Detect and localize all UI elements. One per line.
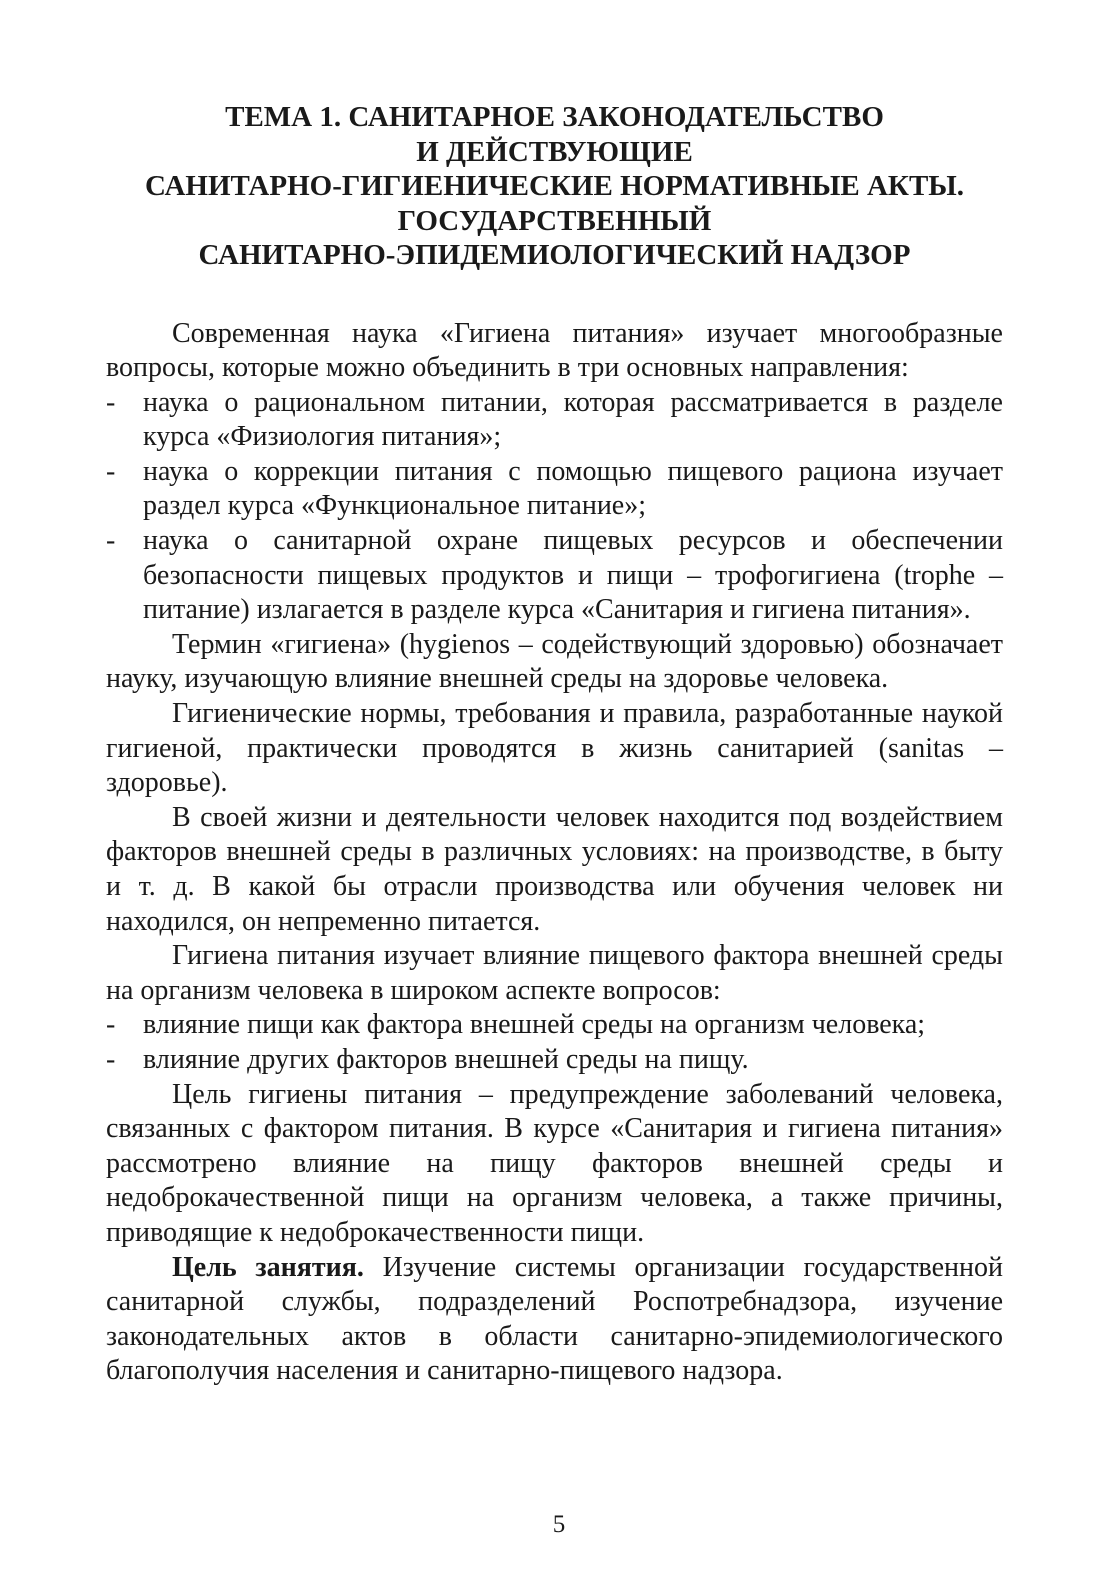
title-line: И ДЕЙСТВУЮЩИЕ: [416, 135, 693, 168]
lesson-goal-paragraph: [106, 1251, 1003, 1389]
page-title: [106, 100, 1003, 273]
lesson-goal-label: Цель занятия.: [172, 1251, 364, 1283]
dash-marker: -: [106, 1009, 116, 1041]
bullet-list: [106, 1008, 1003, 1077]
title-line: САНИТАРНО-ЭПИДЕМИОЛОГИЧЕСКИЙ НАДЗОР: [198, 239, 911, 271]
paragraph: В своей жизни и деятельности человек находится под воздействием факторов внешней среды в различных условиях: на производстве, в быту и т. д. В какой бы отрасли производства или обучения человек ни находился, он непременно питается.: [106, 801, 1003, 937]
body-text: [106, 317, 1003, 1389]
paragraph: Цель гигиены питания – предупреждение заболеваний человека, связанных с фактором питания. В курсе «Санитария и гигиена питания» рассмотрено влияние на пищу факторов внешней среды и недоброкачественной пищи на организм человека, а также причины, приводящие к недоброкачественности пищи.: [106, 1078, 1003, 1248]
title-line: САНИТАРНО-ГИГИЕНИЧЕСКИЕ НОРМАТИВНЫЕ АКТЫ.: [144, 170, 965, 202]
list-item-text: наука о коррекции питания с помощью пищевого рациона изучает раздел курса «Функциональное питание»;: [143, 455, 1003, 522]
list-item: [106, 1008, 1003, 1043]
dash-marker: -: [106, 455, 116, 487]
title-line: ТЕМА 1. САНИТАРНОЕ ЗАКОНОДАТЕЛЬСТВО: [225, 101, 884, 133]
paragraph: Термин «гигиена» (hygienos – содействующий здоровью) обозначает науку, изучающую влияние внешней среды на здоровье человека.: [106, 628, 1003, 695]
list-item-text: наука о рациональном питании, которая рассматривается в разделе курса «Физиология питания»;: [143, 386, 1003, 453]
list-item: [106, 524, 1003, 628]
title-line: ГОСУДАРСТВЕННЫЙ: [397, 204, 712, 237]
list-item: [106, 455, 1003, 524]
list-item-text: влияние других факторов внешней среды на пищу.: [143, 1043, 749, 1075]
page-number: 5: [552, 1511, 566, 1538]
paragraph: Современная наука «Гигиена питания» изучает многообразные вопросы, которые можно объединить в три основных направления:: [106, 317, 1003, 384]
list-item: [106, 386, 1003, 455]
bullet-list: [106, 386, 1003, 628]
list-item-text: наука о санитарной охране пищевых ресурсов и обеспечении безопасности пищевых продуктов и пищи – трофогигиена (trophe – питание) излагается в разделе курса «Санитария и гигиена питания».: [143, 525, 1003, 626]
list-item: [106, 1043, 1003, 1078]
paragraph: Гигиена питания изучает влияние пищевого фактора внешней среды на организм человека в широком аспекте вопросов:: [106, 940, 1003, 1006]
dash-marker: -: [106, 386, 116, 418]
paragraph: Гигиенические нормы, требования и правила, разработанные наукой гигиеной, практически проводятся в жизнь санитарией (sanitas – здоровье).: [106, 698, 1003, 799]
list-item-text: влияние пищи как фактора внешней среды на организм человека;: [143, 1009, 926, 1041]
lesson-goal-text: Изучение системы организации государственной санитарной службы, подразделений Роспотребнадзора, изучение законодательных актов в области санитарно-эпидемиологического благополучия населения и санитарно-пищевого надзора.: [106, 1251, 1003, 1387]
dash-marker: -: [106, 525, 116, 557]
document-page: [106, 100, 1003, 1389]
dash-marker: -: [106, 1043, 116, 1075]
